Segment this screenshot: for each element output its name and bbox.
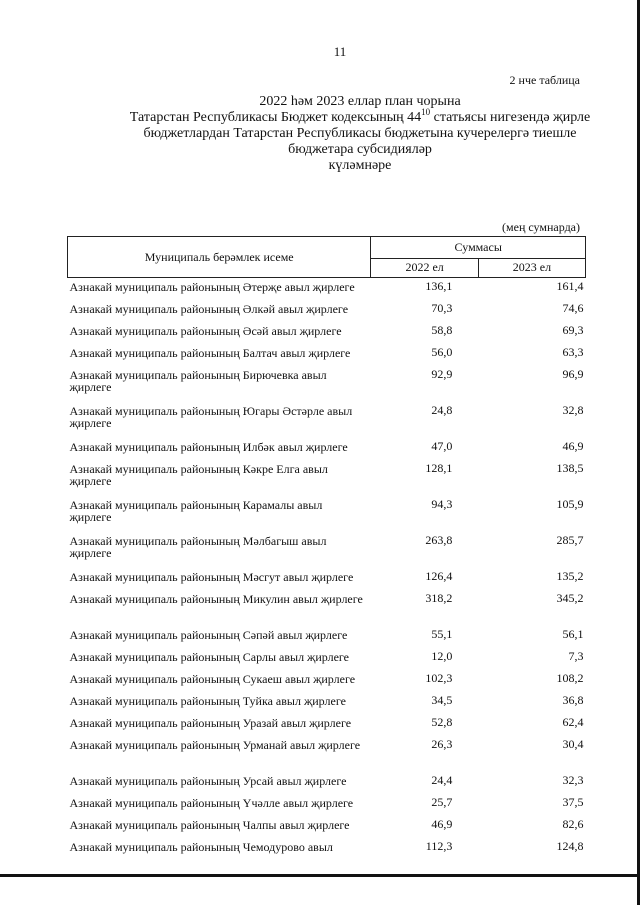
municipality-name: Азнакай муниципаль районының Балтач авыл җирлеге — [69, 346, 351, 360]
amount-2022: 58,8 — [431, 323, 453, 337]
table-reference: 2 нче таблица — [509, 73, 580, 87]
municipality-name: Азнакай муниципаль районының Микулин авыл җирлеге — [69, 592, 363, 606]
title-line-2 — [100, 107, 620, 126]
amount-2023: 32,8 — [562, 403, 584, 417]
amount-2023: 69,3 — [562, 323, 584, 337]
table-row — [68, 794, 586, 816]
table-row — [68, 670, 586, 692]
column-header-2023: 2023 ел — [478, 258, 585, 277]
amount-2023: 138,5 — [556, 461, 584, 475]
title-superscript: 10 — [421, 107, 431, 117]
municipality-name: Азнакай муниципаль районының Урманай авыл җирлеге — [69, 738, 361, 752]
amount-2022: 102,3 — [425, 671, 453, 685]
table-row — [68, 692, 586, 714]
amount-2022: 263,8 — [425, 533, 453, 547]
amount-2022: 126,4 — [425, 569, 453, 583]
table-row — [68, 816, 586, 838]
column-header-2022: 2022 ел — [371, 258, 478, 277]
title-line-2-tail: статьясы нигезендә җирле — [430, 110, 591, 125]
municipality-name: Азнакай муниципаль районының Сарлы авыл җирлеге — [69, 650, 350, 664]
table-row — [68, 322, 586, 344]
title-line-5: күләмнәре — [328, 158, 392, 173]
table-row — [68, 532, 586, 568]
table-row — [68, 402, 586, 438]
amount-2022: 46,9 — [431, 817, 453, 831]
amount-2022: 56,0 — [431, 345, 453, 359]
amount-2023: 108,2 — [556, 671, 584, 685]
amount-2022: 92,9 — [431, 367, 453, 381]
table-row — [68, 838, 586, 860]
page-edge-bottom — [0, 874, 640, 877]
amount-2023: 161,4 — [556, 279, 584, 293]
amount-2023: 74,6 — [562, 301, 584, 315]
amount-2023: 285,7 — [556, 533, 584, 547]
municipality-name: Азнакай муниципаль районының Югары Әстәрле авыл җирлеге — [69, 404, 353, 430]
table-row — [68, 736, 586, 772]
municipality-name: Азнакай муниципаль районының Сукаеш авыл җирлеге — [69, 672, 356, 686]
table-row — [68, 590, 586, 626]
amount-2022: 136,1 — [425, 279, 453, 293]
municipality-name: Азнакай муниципаль районының Чемодурово авыл — [69, 840, 333, 854]
title-line-4: бюджетара субсидияләр — [288, 142, 432, 157]
municipality-name: Азнакай муниципаль районының Мәсгут авыл җирлеге — [69, 570, 354, 584]
table-row — [68, 366, 586, 402]
amount-2022: 112,3 — [425, 839, 453, 853]
table-row — [68, 438, 586, 460]
amount-2023: 124,8 — [556, 839, 584, 853]
municipality-name: Азнакай муниципаль районының Кәкре Елга авыл җирлеге — [69, 462, 328, 488]
amount-2023: 62,4 — [562, 715, 584, 729]
municipality-name: Азнакай муниципаль районының Туйка авыл җирлеге — [69, 694, 346, 708]
amount-2022: 52,8 — [431, 715, 453, 729]
amount-2022: 55,1 — [431, 627, 453, 641]
amount-2023: 56,1 — [562, 627, 584, 641]
municipality-name: Азнакай муниципаль районының Әсәй авыл җирлеге — [69, 324, 342, 338]
amount-2022: 94,3 — [431, 497, 453, 511]
table-row — [68, 568, 586, 590]
municipality-name: Азнакай муниципаль районының Илбәк авыл җирлеге — [69, 440, 348, 454]
table-row — [68, 344, 586, 366]
table-row — [68, 772, 586, 794]
amount-2023: 135,2 — [556, 569, 584, 583]
amount-2022: 318,2 — [425, 591, 453, 605]
amount-2022: 70,3 — [431, 301, 453, 315]
municipality-name: Азнакай муниципаль районының Сәпәй авыл җирлеге — [69, 628, 348, 642]
municipality-name: Азнакай муниципаль районының Уразай авыл җирлеге — [69, 716, 352, 730]
amount-2023: 36,8 — [562, 693, 584, 707]
amount-2023: 63,3 — [562, 345, 584, 359]
subsidy-table — [67, 236, 586, 860]
municipality-name: Азнакай муниципаль районының Әлкәй авыл җирлеге — [69, 302, 349, 316]
municipality-name: Азнакай муниципаль районының Бирючевка авыл җирлеге — [69, 368, 327, 394]
municipality-name: Азнакай муниципаль районының Әтерҗе авыл җирлеге — [69, 280, 355, 294]
amount-2022: 24,8 — [431, 403, 453, 417]
title-line-2-head: Татарстан Республикасы Бюджет кодексының 44 — [129, 110, 422, 125]
municipality-name: Азнакай муниципаль районының Чалпы авыл җирлеге — [69, 818, 350, 832]
amount-2023: 30,4 — [562, 737, 584, 751]
amount-2022: 34,5 — [431, 693, 453, 707]
amount-2023: 82,6 — [562, 817, 584, 831]
units-note: (мең сумнарда) — [502, 220, 580, 234]
table-row — [68, 460, 586, 496]
amount-2023: 37,5 — [562, 795, 584, 809]
amount-2023: 345,2 — [556, 591, 584, 605]
amount-2022: 12,0 — [431, 649, 453, 663]
amount-2022: 25,7 — [431, 795, 453, 809]
table-row — [68, 278, 586, 301]
amount-2023: 7,3 — [568, 649, 584, 663]
amount-2022: 128,1 — [425, 461, 453, 475]
table-row — [68, 626, 586, 648]
column-header-sum: Суммасы — [371, 237, 586, 259]
document-title — [100, 94, 620, 174]
table-row — [68, 496, 586, 532]
amount-2023: 96,9 — [562, 367, 584, 381]
column-header-name: Муниципаль берәмлек исеме — [68, 237, 371, 278]
table-row — [68, 648, 586, 670]
amount-2023: 105,9 — [556, 497, 584, 511]
municipality-name: Азнакай муниципаль районының Мәлбагыш авыл җирлеге — [69, 534, 327, 560]
amount-2022: 26,3 — [431, 737, 453, 751]
amount-2022: 47,0 — [431, 439, 453, 453]
municipality-name: Азнакай муниципаль районының Урсай авыл җирлеге — [69, 774, 347, 788]
table-row — [68, 714, 586, 736]
amount-2023: 46,9 — [562, 439, 584, 453]
amount-2022: 24,4 — [431, 773, 453, 787]
title-line-1: 2022 һәм 2023 еллар план чорына — [259, 94, 461, 109]
table-row — [68, 300, 586, 322]
municipality-name: Азнакай муниципаль районының Карамалы авыл җирлеге — [69, 498, 323, 524]
municipality-name: Азнакай муниципаль районының Үчәлле авыл җирлеге — [69, 796, 354, 810]
amount-2023: 32,3 — [562, 773, 584, 787]
page-number: 11 — [333, 44, 347, 59]
title-line-3: бюджетлардан Татарстан Республикасы бюджетына кучерелергә тиешле — [143, 126, 577, 141]
